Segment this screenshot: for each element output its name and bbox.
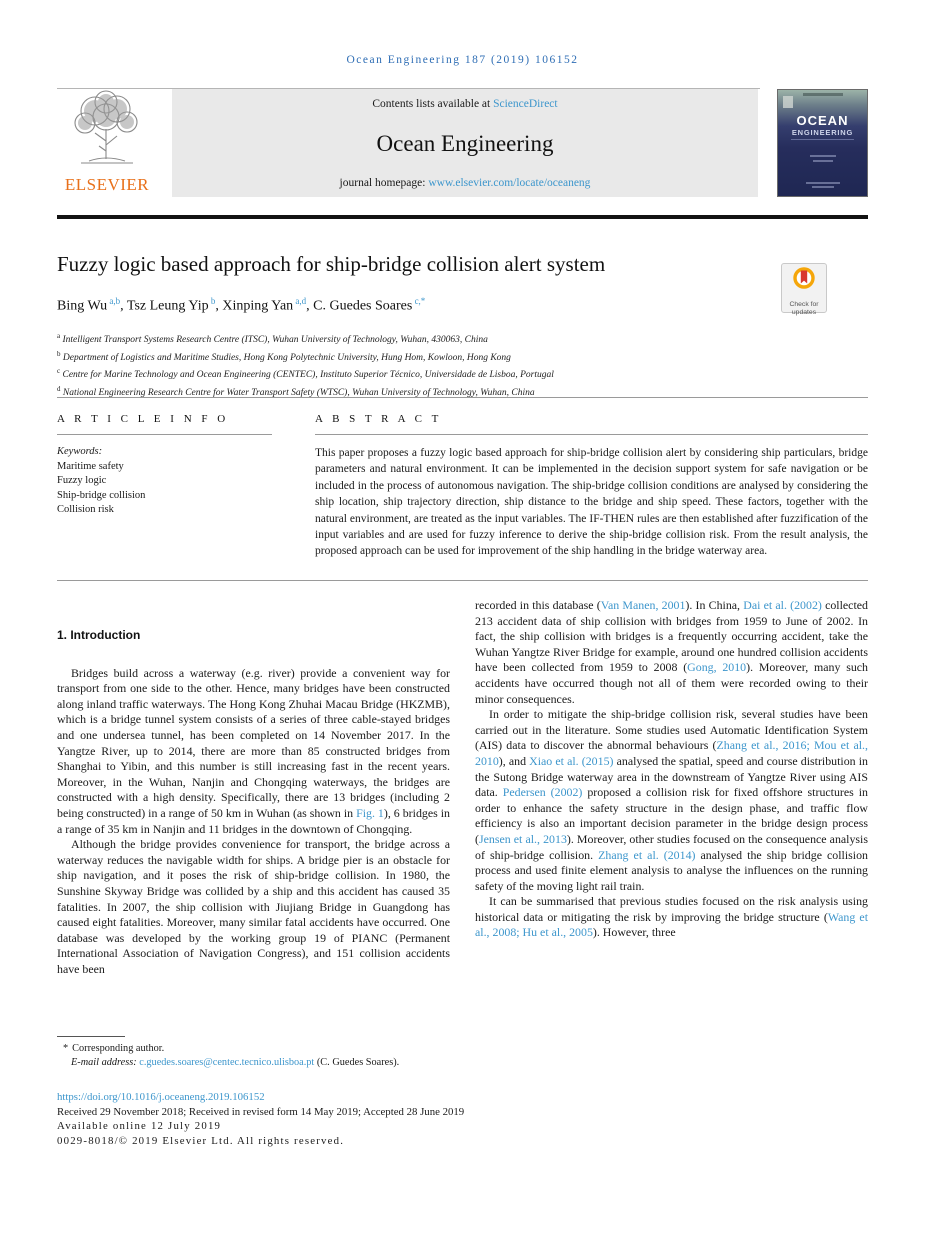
- article-info-heading: A R T I C L E I N F O: [57, 413, 229, 425]
- sciencedirect-link[interactable]: ScienceDirect: [493, 98, 558, 110]
- body-column-left: [57, 598, 450, 977]
- affiliation-line: $^c$ Centre for Marine Technology and Ocean Engineering (CENTEC), Instituto Superior Técnico, Universidade de Lisboa, Portugal: [57, 367, 554, 381]
- email-suffix: (C. Guedes Soares).: [314, 1057, 400, 1068]
- received-line: Received 29 November 2018; Received in revised form 14 May 2019; Accepted 28 June 2019: [57, 1105, 465, 1118]
- body-paragraph: [57, 666, 450, 838]
- affiliation-sup: d: [57, 384, 61, 393]
- keywords-list: [57, 460, 272, 518]
- cover-title-line2: ENGINEERING: [791, 128, 854, 137]
- corresponding-author-note: [57, 1042, 868, 1056]
- journal-homepage-line: [182, 177, 748, 189]
- keyword-item: Maritime safety: [57, 460, 124, 472]
- affiliation-line: $^a$ Intelligent Transport Systems Research Centre (ITSC), Wuhan University of Technology, Wuhan, 430063, China: [57, 332, 488, 346]
- body-text: ), and: [498, 753, 530, 768]
- affiliation-sup: c: [57, 367, 61, 376]
- article-info-rule: [57, 434, 272, 435]
- body-text: analysed the spatial, speed and course distribution in the Sutong Bridge waterway area in the downstream of Yangtze River using AIS data.: [475, 753, 868, 800]
- author-name[interactable]: Tsz Leung Yip: [126, 298, 209, 314]
- contents-prefix: Contents lists available at: [372, 98, 494, 110]
- affiliation-line: $^d$ National Engineering Research Centre for Water Transport Safety (WTSC), Wuhan University of Technology, Wuhan, China: [57, 384, 535, 399]
- crossmark-icon: [792, 267, 816, 295]
- cover-publisher-mark: [783, 96, 793, 108]
- masthead-divider-bar: [57, 215, 868, 219]
- affiliation-sup: b: [57, 349, 61, 358]
- cover-subrule: [791, 139, 853, 140]
- abstract-text: This paper proposes a fuzzy logic based approach for ship-bridge collision alert by considering ship particulars, bridge parameters and natural environment. It can be implemented in the decision support system for safe navigation or be included in the process of autonomous navigation. The ship-bridge collision conditions are analysed by considering the ship location, ship trajectory direction, ship distance to the bridge and ship speed. These factors, together with the natural environment, are treated as the input variables. The IF-THEN rules are then established after fuzzification of the input variables and are used for fuzzy inference to derive the ship-bridge collision risk. From the result analysis, the proposed approach can be used for improvement of the ship handling in the bridge waterway area.: [315, 447, 868, 558]
- keyword-item: Fuzzy logic: [57, 475, 107, 486]
- cover-footer-info: [778, 180, 867, 190]
- author-affiliation-sup: c,*: [412, 296, 426, 306]
- cover-volume-info: [778, 152, 867, 165]
- body-text: ). Moreover, many such accidents have occurred though not all of them were recorded owing to their minor consequences.: [475, 660, 868, 706]
- body-text: analysed the ship bridge collision process and used finite element analysis to analyse the influences on the running safety of the moving light rail train.: [475, 847, 868, 893]
- citation-link[interactable]: Pedersen (2002): [502, 785, 583, 800]
- footnote-asterisk: *: [63, 1043, 69, 1054]
- body-paragraph: [57, 837, 450, 977]
- citation-link[interactable]: Gong, 2010: [687, 660, 747, 675]
- email-note: [57, 1056, 868, 1070]
- body-text: ), 6 bridges in a range of 35 km in Nanjin and 11 bridges in the downtown of Chongqing.: [57, 805, 450, 836]
- body-text: collected 213 accident data of ship collision with bridges from 1959 to June of 2002. In fact, the ship collision with bridges is a frequently occurring accident, take the Wuhan Yangtze River Bridge for example, around one hundred collision accidents have been collected from 1959 to 2008 (: [475, 598, 868, 675]
- keyword-item: Ship-bridge collision: [57, 489, 146, 501]
- author-name[interactable]: C. Guedes Soares: [313, 298, 413, 314]
- journal-title: Ocean Engineering: [376, 130, 554, 156]
- check-updates-label: Check for updates: [789, 301, 819, 316]
- article-title: Fuzzy logic based approach for ship-bridge collision alert system: [57, 252, 606, 276]
- email-label: E-mail address:: [71, 1057, 137, 1068]
- body-text: recorded in this database (: [475, 598, 601, 612]
- citation-link[interactable]: Van Manen, 2001: [600, 598, 686, 612]
- footnote-rule: [57, 1036, 125, 1037]
- body-text: In order to mitigate the ship-bridge collision risk, several studies have been carried out in the literature. Some studies used Automatic Identification System (AIS) data to discover the abnormal behaviours (: [475, 707, 868, 753]
- author-list: Bing Wu $^{a,b}$, Tsz Leung Yip $^b$, Xinping Yan $^{a,d}$, C. Guedes Soares $^{c,*}$: [57, 296, 426, 314]
- author-affiliation-sup: a,d: [293, 296, 307, 306]
- issn-copyright-line: 0029-8018/© 2019 Elsevier Ltd. All rights reserved.: [57, 1134, 345, 1147]
- body-text: proposed a collision risk for fixed offshore structures in order to enhance the safety structure in the design phase, and traffic flow efficiency is also an important decision parameter in the bridge design process (: [475, 785, 869, 846]
- body-paragraph: [475, 707, 868, 894]
- journal-citation-header: Ocean Engineering 187 (2019) 106152: [346, 54, 579, 66]
- elsevier-logo: [57, 89, 157, 197]
- body-text: Although the bridge provides convenience for transport, the bridge across a waterway reduces the navigable width for ships. A bridge pier is an obstacle for ship navigation, and it poses the risk of ship-bridge collision. In 1980, the Sunshine Skyway Bridge was collided by a ship and this accident has caused 35 fatalities. In 2007, the ship collision with Jiujiang Bridge in Guangdong has caused eight fatalities. Moreover, many similar fatal accidents have occurred. One database was developed by the working group 19 of PIANC (Permanent International Association of Navigation Congress), and 151 collision accidents have been: [57, 837, 450, 976]
- abstract-heading: A B S T R A C T: [315, 413, 442, 425]
- citation-link[interactable]: Xiao et al. (2015): [529, 753, 614, 768]
- homepage-prefix: journal homepage:: [339, 177, 429, 189]
- citation-link[interactable]: Dai et al. (2002): [743, 598, 822, 612]
- journal-masthead: [57, 89, 868, 197]
- info-abstract-block: [57, 413, 868, 560]
- section-rule-top: [57, 397, 868, 398]
- available-online-line: Available online 12 July 2019: [57, 1120, 222, 1132]
- author-affiliation-sup: a,b: [107, 296, 121, 306]
- keyword-item: Collision risk: [57, 504, 114, 515]
- author-name[interactable]: Bing Wu: [57, 298, 108, 314]
- citation-link[interactable]: Fig. 1: [356, 805, 384, 820]
- abstract-column: [315, 413, 868, 560]
- body-paragraph: [475, 894, 868, 941]
- affiliation-line: $^b$ Department of Logistics and Maritime Studies, Hong Kong Polytechnic University, Hung Hom, Kowloon, Hong Kong: [57, 349, 511, 363]
- article-info-column: [57, 413, 272, 560]
- corresponding-author-text: Corresponding author.: [72, 1043, 165, 1054]
- author-name[interactable]: Xinping Yan: [222, 298, 294, 314]
- email-link[interactable]: c.guedes.soares@centec.tecnico.ulisboa.pt: [139, 1057, 315, 1068]
- citation-link[interactable]: Zhang et al., 2016; Mou et al., 2010: [475, 738, 868, 768]
- body-text: Bridges build across a waterway (e.g. river) provide a convenient way for transport from one side to the other. Hence, many bridges have been constructed along inland traffic waterways. The Hong Kong Zhuhai Macau Bridge (HKZMB), which is a bridge tunnel system consists of a series of three cable-stayed bridges and one undersea tunnel, has been completed on 14 November 2017. In the Yangtze River, up to 2014, there are more than 85 constructed bridges from Shanghai to Yibin, and this number is still increasing fast in the recent years. Moreover, in the Wuhan, Nanjin and Chongqing waterways, the bridges are constructed with a high density. Specifically, there are 13 bridges (including 2 being constructed) in a range of 50 km in Wuhan (as shown in: [57, 665, 450, 820]
- body-columns: [57, 598, 868, 977]
- citation-link[interactable]: Jensen et al., 2013: [478, 831, 567, 846]
- body-text: ). However, three: [592, 925, 676, 940]
- keywords-label: Keywords:: [57, 446, 103, 457]
- section-rule-bottom: [57, 580, 868, 581]
- abstract-rule: [315, 434, 868, 435]
- body-paragraph: [475, 598, 868, 707]
- section-heading: 1. Introduction: [57, 628, 141, 642]
- article-footer: [57, 1090, 868, 1148]
- body-text: It can be summarised that previous studies focused on the risk analysis using historical data or mitigating the risk by improving the bridge structure (: [475, 894, 868, 924]
- elsevier-wordmark: ELSEVIER: [64, 175, 150, 194]
- citation-link[interactable]: Wang et al., 2008; Hu et al., 2005: [475, 909, 869, 940]
- author-affiliation-sup: b: [208, 296, 216, 306]
- check-for-updates-badge[interactable]: [781, 263, 827, 316]
- journal-homepage-link[interactable]: www.elsevier.com/locate/oceaneng: [428, 177, 591, 189]
- masthead-center-panel: [172, 89, 758, 197]
- journal-cover-thumbnail[interactable]: [777, 89, 868, 197]
- affiliation-list: [57, 330, 797, 401]
- doi-link[interactable]: https://doi.org/10.1016/j.oceaneng.2019.106152: [57, 1091, 265, 1103]
- body-column-right: [475, 598, 868, 977]
- citation-link[interactable]: Zhang et al. (2014): [598, 847, 696, 862]
- contents-list-line: [182, 98, 748, 110]
- footnote-block: [57, 1036, 868, 1070]
- elsevier-tree-icon: [61, 89, 153, 175]
- cover-title: [778, 114, 867, 140]
- cover-title-line1: OCEAN: [796, 113, 849, 128]
- body-text: ). Moreover, other studies focused on the consequence analysis of ship-bridge collision.: [475, 831, 868, 862]
- body-text: ). In China,: [685, 598, 744, 612]
- cover-microtext: [803, 93, 843, 96]
- affiliation-sup: a: [57, 332, 61, 340]
